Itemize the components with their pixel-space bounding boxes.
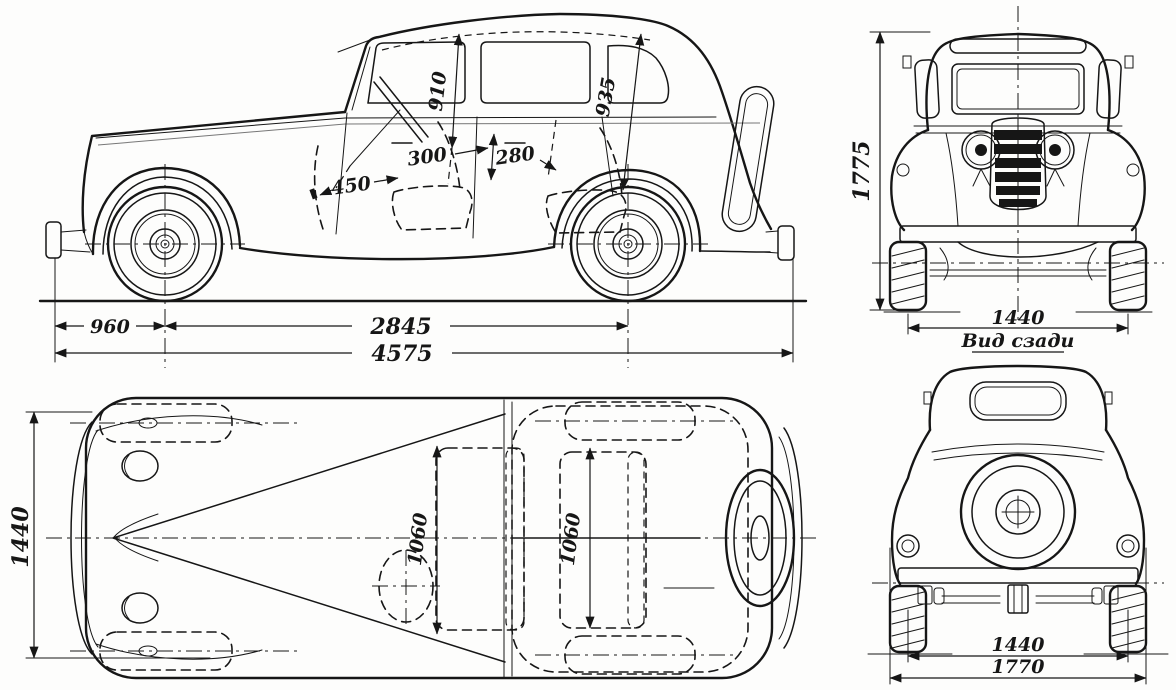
plan-view [8,398,816,678]
plan-width-dim [8,412,210,658]
interior-dashed [315,32,650,233]
rear-view [868,366,1168,684]
caption-text: Вид сзади [961,330,1075,352]
dim-935-label: 935 [591,75,621,119]
firewall-dashed [315,146,324,232]
right-parking-lamp [1127,164,1139,176]
rear-spare-wheel [961,455,1075,569]
front-door-window [368,42,465,103]
rear-body-creases [932,444,1104,460]
dim-1060-rear-label: 1060 [556,511,586,567]
plan-interior-dims [404,446,590,634]
front-view [849,6,1164,352]
dim-450-label: 450 [329,172,373,200]
left-hinge-nub [903,56,911,68]
plan-headlights [122,451,158,623]
plan-windshield-line [504,400,512,678]
dim-rear-1440-label: 1440 [991,634,1045,656]
headliner-dashed [382,32,650,50]
dim-plan-1440-label: 1440 [8,506,34,568]
plan-seats-dashed [436,448,646,630]
front-seat-cushion [392,186,472,230]
rear-right-nub [1105,392,1112,404]
rear-cab [924,366,1112,460]
rear-left-nub [924,392,931,404]
dim-front-1440-label: 1440 [991,307,1045,329]
front-grille [990,118,1046,214]
dim-1770-label: 1770 [991,656,1045,678]
rear-axle-lines [942,596,1094,603]
dim-1060-front-label: 1060 [403,511,433,567]
door-seams [336,113,613,238]
dim-300-label: 300 [405,143,449,171]
rear-hitch [1008,585,1028,613]
dim-1775-label: 1775 [849,140,875,202]
left-parking-lamp [897,164,909,176]
dim-960-label: 960 [90,316,130,338]
dim-2845-label: 2845 [370,314,432,340]
right-hinge-nub [1125,56,1133,68]
rear-bumper [764,226,794,260]
beltline [96,117,760,145]
tail-lights [897,535,1139,557]
side-spare-tire [720,84,776,234]
dim-280-label: 280 [493,142,537,170]
rear-door-window [481,42,590,103]
plan-roof-dashed [512,406,748,672]
rear-seat-back [600,128,622,196]
side-view [40,14,806,368]
rear-seat-cushion [546,190,626,233]
plan-fender-edges [96,416,262,659]
caption-rear-view [961,330,1075,352]
dim-910-label: 910 [424,70,452,113]
dim-4575-label: 4575 [371,341,433,367]
